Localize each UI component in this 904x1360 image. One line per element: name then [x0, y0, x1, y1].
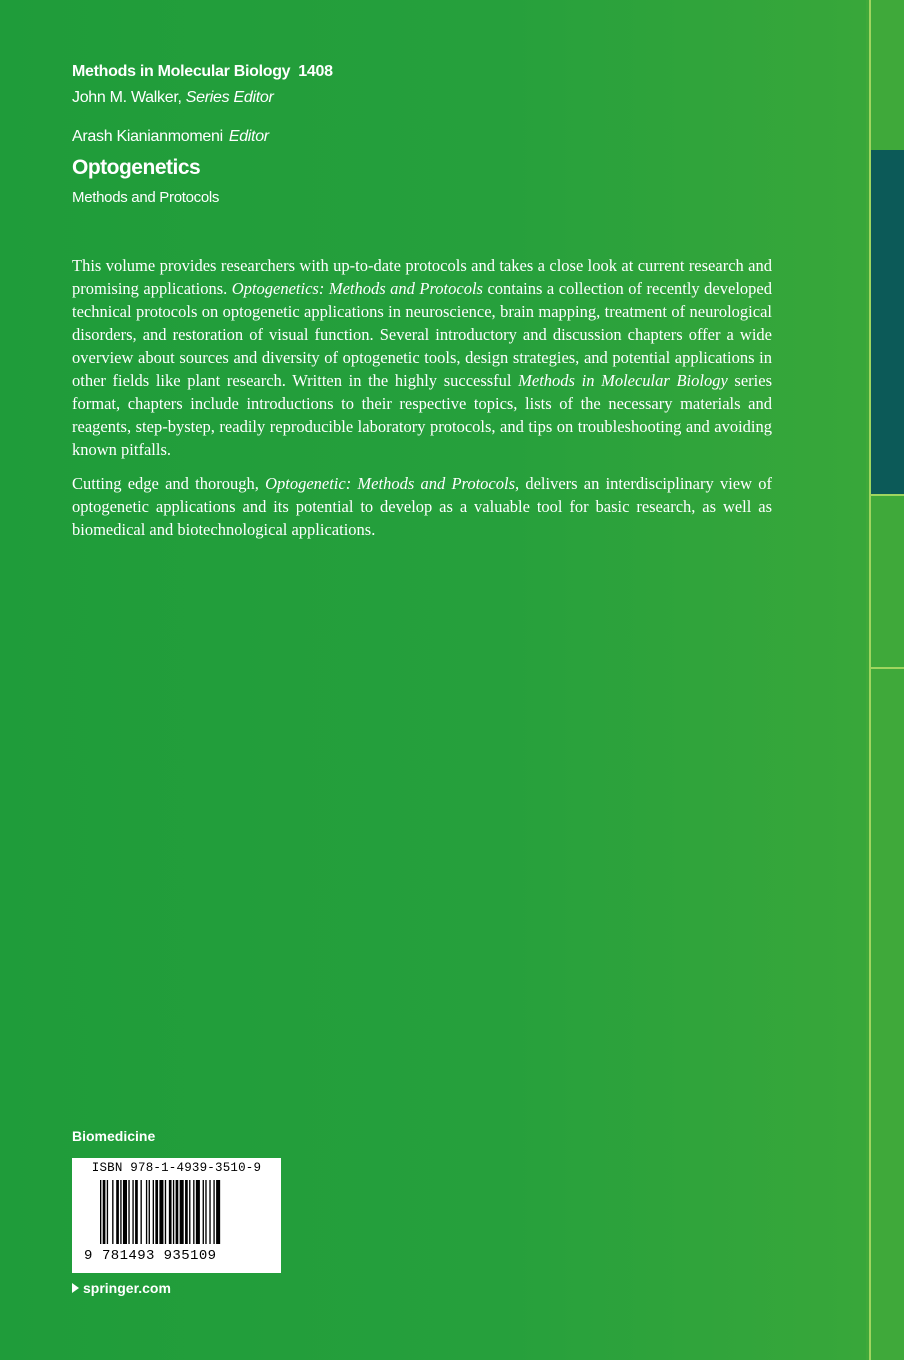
- ean-first-digit: 9: [84, 1248, 93, 1264]
- barcode-bar: [107, 1180, 108, 1244]
- blurb-paragraph-1: [72, 254, 772, 461]
- barcode-bar: [112, 1180, 113, 1244]
- blurb-text: series format, chapters include introductions to their respective topics, lists of the necessary materials and reagents, step-bystep, readily reproducible laboratory protocols, and tips on troubleshooting and avoiding known pitfalls.: [72, 371, 772, 459]
- barcode-bar: [116, 1180, 119, 1244]
- isbn-barcode: [72, 1158, 281, 1273]
- blurb-italic-series: Methods in Molecular Biology: [518, 371, 728, 390]
- arrow-right-icon: [72, 1283, 79, 1293]
- publisher-website-link[interactable]: [72, 1280, 171, 1296]
- barcode-bar: [169, 1180, 172, 1244]
- barcode-bar: [165, 1180, 166, 1244]
- isbn-label: ISBN 978-1-4939-3510-9: [91, 1161, 262, 1175]
- barcode-bar: [100, 1180, 101, 1244]
- subject-category: Biomedicine: [72, 1128, 156, 1144]
- barcode-bar: [141, 1180, 142, 1244]
- barcode-bar: [185, 1180, 188, 1244]
- volume-editor-name: Arash Kianianmomeni: [72, 128, 223, 145]
- barcode-bars: [100, 1180, 270, 1258]
- ean-digits: 781493 935109: [102, 1248, 217, 1264]
- barcode-bar: [173, 1180, 174, 1244]
- series-editor: [72, 89, 273, 107]
- barcode-bar: [135, 1180, 138, 1244]
- barcode-bar: [209, 1180, 210, 1244]
- volume-editor: [72, 128, 269, 146]
- barcode-bar: [159, 1180, 163, 1244]
- barcode-bar: [205, 1180, 206, 1244]
- barcode-bar: [203, 1180, 204, 1244]
- book-subtitle: Methods and Protocols: [72, 189, 220, 206]
- barcode-bar: [153, 1180, 154, 1244]
- barcode-bar: [176, 1180, 179, 1244]
- barcode-bar: [103, 1180, 106, 1244]
- barcode-bar: [180, 1180, 184, 1244]
- barcode-bar: [213, 1180, 214, 1244]
- barcode-bar: [155, 1180, 158, 1244]
- barcode-bar: [132, 1180, 133, 1244]
- spine-accent-block: [871, 150, 904, 495]
- barcode-bar: [149, 1180, 150, 1244]
- series-name: Methods in Molecular Biology: [72, 63, 291, 80]
- spine-tick: [871, 494, 904, 496]
- barcode-bar: [189, 1180, 190, 1244]
- website-text: springer.com: [83, 1280, 171, 1296]
- blurb-text: Cutting edge and thorough,: [72, 474, 266, 493]
- blurb-italic-title: Optogenetic: Methods and Protocols: [265, 474, 515, 493]
- book-title: Optogenetics: [72, 156, 201, 179]
- barcode-bar: [196, 1180, 200, 1244]
- barcode-bar: [146, 1180, 147, 1244]
- blurb-italic-title: Optogenetics: Methods and Protocols: [231, 279, 483, 298]
- series-editor-role: Series Editor: [185, 89, 274, 106]
- series-title: [72, 63, 333, 81]
- volume-editor-role: Editor: [228, 128, 269, 145]
- blurb-text: contains a collection of recently developed technical protocols on optogenetic applications in neuroscience, brain mapping, treatment of neurological disorders, and restoration of visual function. Several introductory and discussion chapters offer a wide overview about sources and diversity of optogenetic tools, design strategies, and potential applications in other fields like plant research. Written in the highly successful: [72, 279, 772, 390]
- barcode-bar: [120, 1180, 121, 1244]
- series-number: 1408: [298, 63, 333, 80]
- barcode-bar: [216, 1180, 220, 1244]
- series-editor-name: John M. Walker,: [72, 89, 182, 106]
- spine-tick: [871, 667, 904, 669]
- blurb-text: This volume provides researchers with up-to-date protocols and takes a close look at current research and promising applications.: [72, 256, 772, 298]
- barcode-bar: [123, 1180, 127, 1244]
- blurb-paragraph-2: [72, 472, 772, 541]
- barcode-bar: [193, 1180, 194, 1244]
- blurb-text: , delivers an interdisciplinary view of optogenetic applications and its potential to develop as a valuable tool for basic research, as well as biomedical and biotechnological applications.: [72, 474, 772, 539]
- barcode-bar: [128, 1180, 129, 1244]
